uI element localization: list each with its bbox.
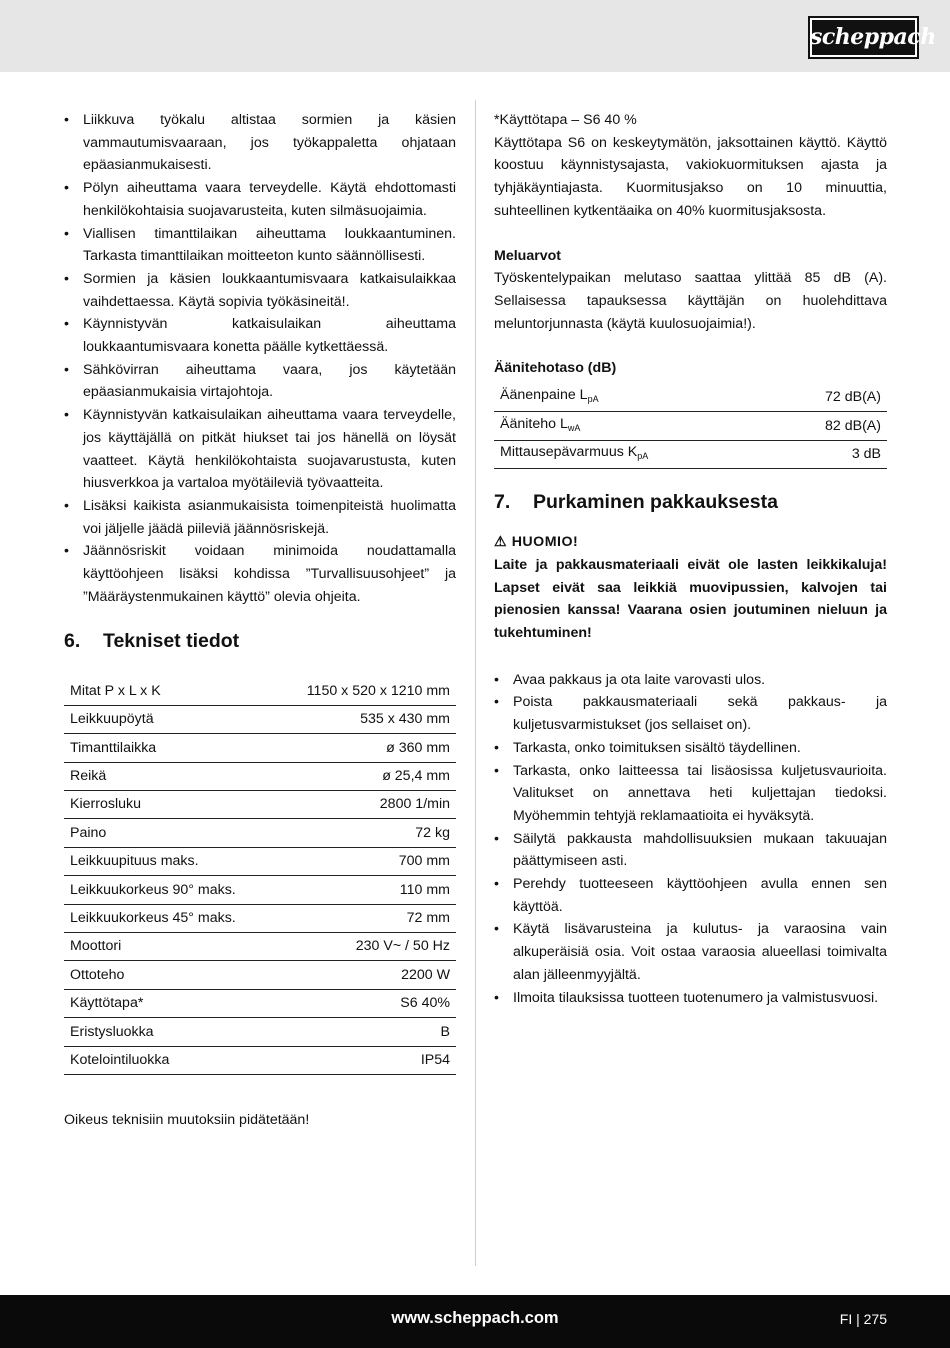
table-row bbox=[494, 384, 887, 412]
spec-value: S6 40% bbox=[273, 989, 456, 1017]
spec-label: Mitat P x L x K bbox=[64, 677, 273, 705]
table-row bbox=[64, 791, 456, 819]
list-item: • Tarkasta, onko laitteessa tai lisäosissa kuljetusvaurioita. Valitukset on annettava heti kuljettajan tiedoksi. Myöhemmin tehtyjä reklamaatioita ei hyväksytä. bbox=[494, 760, 887, 828]
spec-value: 72 mm bbox=[273, 904, 456, 932]
list-item: • Perehdy tuotteeseen käyttöohjeen avulla ennen sen käyttöä. bbox=[494, 873, 887, 918]
list-item: • Liikkuva työkalu altistaa sormien ja käsien vammautumisvaaraan, jos työkappaletta ohjataan epäasianmukaisesti. bbox=[64, 109, 456, 177]
spec-label: Ottoteho bbox=[64, 961, 273, 989]
spec-label: Eristysluokka bbox=[64, 1018, 273, 1046]
duty-text: Käyttötapa S6 on keskeytymätön, jaksottainen käyttö. Käyttö koostuu käynnistysajasta, vakiokuormituksen ajasta ja tyhjäkäyntiajasta. Kuormitusjakso on 10 minuuttia, suhteellinen kytkentäaika on 40% kuormitusjaksosta. bbox=[494, 134, 887, 219]
section-number: 6. bbox=[64, 630, 81, 653]
warning-icon: ⚠ bbox=[494, 534, 508, 551]
section-title: Purkaminen pakkauksesta bbox=[533, 491, 778, 514]
footer-website-link[interactable]: www.scheppach.com bbox=[391, 1309, 559, 1327]
spec-label: Moottori bbox=[64, 932, 273, 960]
sound-heading: Äänitehotaso (dB) bbox=[494, 360, 617, 377]
spec-value: 230 V~ / 50 Hz bbox=[273, 932, 456, 960]
column-divider bbox=[475, 100, 476, 1266]
table-row bbox=[64, 847, 456, 875]
spec-table bbox=[64, 677, 456, 1074]
list-item: • Sormien ja käsien loukkaantumisvaara katkaisulaikkaa vaihdettaessa. Käytä sopivia työkäsineitä!. bbox=[64, 268, 456, 313]
page-number: FI | 275 bbox=[839, 1311, 887, 1327]
section-number: 7. bbox=[494, 491, 511, 514]
table-row bbox=[64, 932, 456, 960]
spec-value: IP54 bbox=[273, 1046, 456, 1074]
brand-logo: scheppach bbox=[808, 16, 919, 59]
spec-value: 72 kg bbox=[273, 819, 456, 847]
list-item: • Pölyn aiheuttama vaara terveydelle. Käytä ehdottomasti henkilökohtaisia suojavarusteita, kuten silmäsuojaimia. bbox=[64, 177, 456, 222]
spec-label: Kierrosluku bbox=[64, 791, 273, 819]
spec-value: 535 x 430 mm bbox=[273, 705, 456, 733]
table-row bbox=[64, 734, 456, 762]
sound-label: Ääniteho $L_{wA}$ bbox=[494, 412, 770, 440]
list-item: • Poista pakkausmateriaali sekä pakkaus- ja kuljetusvarmistukset (jos sellaiset on). bbox=[494, 691, 887, 736]
spec-value: 2800 1/min bbox=[273, 791, 456, 819]
list-item: • Viallisen timanttilaikan aiheuttama loukkaantuminen. Tarkasta timanttilaikan moitteeton kunto säännöllisesti. bbox=[64, 223, 456, 268]
spec-label: Leikkuukorkeus 90° maks. bbox=[64, 876, 273, 904]
spec-label: Käyttötapa* bbox=[64, 989, 273, 1017]
sound-table bbox=[494, 384, 887, 469]
header-bar bbox=[0, 0, 950, 72]
list-item: • Käynnistyvän katkaisulaikan aiheuttama vaara terveydelle, jos käyttäjällä on pitkät hiukset tai jos hänellä on löysät vaatteet. Käytä henkilökohtaista suojavarustusta, kuten hiusverkkoa ja vartaloa myötäileviä työvaatteita. bbox=[64, 404, 456, 495]
safety-bullet-list bbox=[64, 109, 456, 608]
table-row bbox=[64, 904, 456, 932]
table-row bbox=[64, 876, 456, 904]
list-item: • Lisäksi kaikista asianmukaisista toimenpiteistä huolimatta voi jäljelle jäädä piileviä jäännösriskejä. bbox=[64, 495, 456, 540]
table-row bbox=[64, 705, 456, 733]
list-item: • Sähkövirran aiheuttama vaara, jos käytetään epäasianmukaisia virtajohtoja. bbox=[64, 359, 456, 404]
spec-value: 110 mm bbox=[273, 876, 456, 904]
spec-value: 700 mm bbox=[273, 847, 456, 875]
spec-label: Leikkuupöytä bbox=[64, 705, 273, 733]
table-row bbox=[64, 677, 456, 705]
table-row bbox=[64, 961, 456, 989]
spec-value: ø 25,4 mm bbox=[273, 762, 456, 790]
table-row bbox=[64, 989, 456, 1017]
list-item: • Avaa pakkaus ja ota laite varovasti ulos. bbox=[494, 669, 887, 692]
sound-label: Mittausepävarmuus $K_{pA}$ bbox=[494, 440, 770, 468]
left-column bbox=[64, 109, 456, 1132]
section-6-heading bbox=[64, 628, 456, 654]
spec-value: 2200 W bbox=[273, 961, 456, 989]
spec-label: Leikkuupituus maks. bbox=[64, 847, 273, 875]
spec-label: Paino bbox=[64, 819, 273, 847]
sound-value: 72 dB(A) bbox=[770, 384, 887, 412]
sound-label: Äänenpaine $L_{pA}$ bbox=[494, 384, 770, 412]
table-row bbox=[494, 440, 887, 468]
duty-heading: *Käyttötapa – S6 40 % bbox=[494, 112, 637, 128]
section-title: Tekniset tiedot bbox=[103, 630, 240, 653]
technical-changes-note: Oikeus teknisiin muutoksiin pidätetään! bbox=[64, 1111, 310, 1128]
list-item: • Jäännösriskit voidaan minimoida noudattamalla käyttöohjeen lisäksi kohdissa ”Turvallisuusohjeet” ja ”Määräystenmukainen käyttö” olevia ohjeita. bbox=[64, 540, 456, 608]
spec-value: 1150 x 520 x 1210 mm bbox=[273, 677, 456, 705]
list-item: • Ilmoita tilauksissa tuotteen tuotenumero ja valmistusvuosi. bbox=[494, 987, 887, 1010]
spec-value: ø 360 mm bbox=[273, 734, 456, 762]
warning-title: ⚠ HUOMIO! bbox=[494, 534, 579, 551]
spec-label: Leikkuukorkeus 45° maks. bbox=[64, 904, 273, 932]
right-column bbox=[494, 109, 887, 1009]
section-7-heading bbox=[494, 489, 887, 515]
table-row bbox=[64, 819, 456, 847]
list-item: • Käytä lisävarusteina ja kulutus- ja varaosina vain alkuperäisiä osia. Voit ostaa varaosia alueellasi toimivalta alan jälleenmyyjältä. bbox=[494, 918, 887, 986]
table-row bbox=[64, 1046, 456, 1074]
spec-value: B bbox=[273, 1018, 456, 1046]
sound-value: 82 dB(A) bbox=[770, 412, 887, 440]
sound-value: 3 dB bbox=[770, 440, 887, 468]
spec-label: Reikä bbox=[64, 762, 273, 790]
unpacking-bullet-list bbox=[494, 669, 887, 1010]
spec-label: Kotelointiluokka bbox=[64, 1046, 273, 1074]
table-row bbox=[64, 762, 456, 790]
warning-text: Laite ja pakkausmateriaali eivät ole lasten leikkikaluja! Lapset eivät saa leikkiä muovipussien, kalvojen tai pienosien kanssa! Vaarana osien joutuminen nieluun ja tukehtuminen! bbox=[494, 556, 887, 642]
table-row bbox=[494, 412, 887, 440]
list-item: • Säilytä pakkausta mahdollisuuksien mukaan takuuajan päättymiseen asti. bbox=[494, 828, 887, 873]
noise-heading: Meluarvot bbox=[494, 247, 562, 264]
table-row bbox=[64, 1018, 456, 1046]
list-item: • Käynnistyvän katkaisulaikan aiheuttama loukkaantumisvaara konetta päälle kytkettäessä. bbox=[64, 313, 456, 358]
footer-bar bbox=[0, 1295, 950, 1348]
spec-label: Timanttilaikka bbox=[64, 734, 273, 762]
noise-text: Työskentelypaikan melutaso saattaa ylittää 85 dB (A). Sellaisessa tapauksessa käyttäjän on huolehdittava meluntorjunnasta (käytä kuulosuojaimia!). bbox=[494, 270, 887, 332]
list-item: • Tarkasta, onko toimituksen sisältö täydellinen. bbox=[494, 737, 887, 760]
